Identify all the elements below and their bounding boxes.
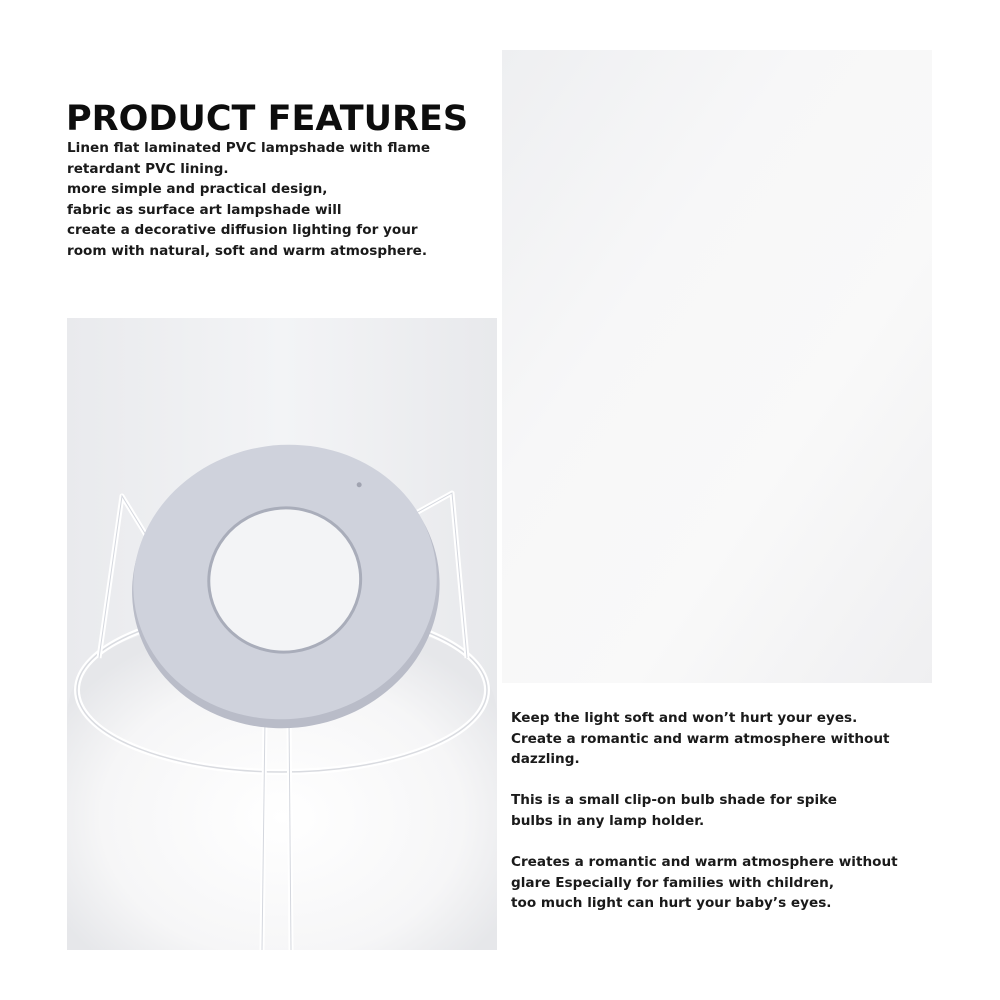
product-benefits-text <box>511 708 951 914</box>
benefit-line: This is a small clip-on bulb shade for spike <box>511 792 838 809</box>
product-features-description <box>67 138 497 262</box>
lampshade-ring-photo <box>67 318 497 950</box>
paragraph-spacer <box>511 770 951 791</box>
benefit-line: Create a romantic and warm atmosphere without <box>511 730 890 747</box>
benefit-line: dazzling. <box>511 751 580 768</box>
benefit-line: too much light can hurt your baby’s eyes. <box>511 895 832 912</box>
fabric-surface <box>502 50 932 683</box>
intro-line: room with natural, soft and warm atmosphere. <box>67 242 428 259</box>
paragraph-spacer <box>511 832 951 853</box>
product-features-title: PRODUCT FEATURES <box>66 99 469 139</box>
intro-line: Linen flat laminated PVC lampshade with flame <box>67 140 431 156</box>
lampshade-frame-illustration <box>67 318 497 950</box>
intro-line: retardant PVC lining. <box>67 160 229 177</box>
intro-line: more simple and practical design, <box>67 181 328 198</box>
intro-line: fabric as surface art lampshade will <box>67 201 342 218</box>
benefit-line: bulbs in any lamp holder. <box>511 812 705 829</box>
lampshade-fabric-closeup <box>502 50 932 683</box>
benefit-line: Creates a romantic and warm atmosphere without <box>511 854 898 871</box>
benefit-line: Keep the light soft and won’t hurt your eyes. <box>511 710 858 726</box>
intro-line: create a decorative diffusion lighting for your <box>67 222 418 239</box>
benefit-line: glare Especially for families with children, <box>511 874 834 891</box>
fabric-texture <box>502 50 932 683</box>
